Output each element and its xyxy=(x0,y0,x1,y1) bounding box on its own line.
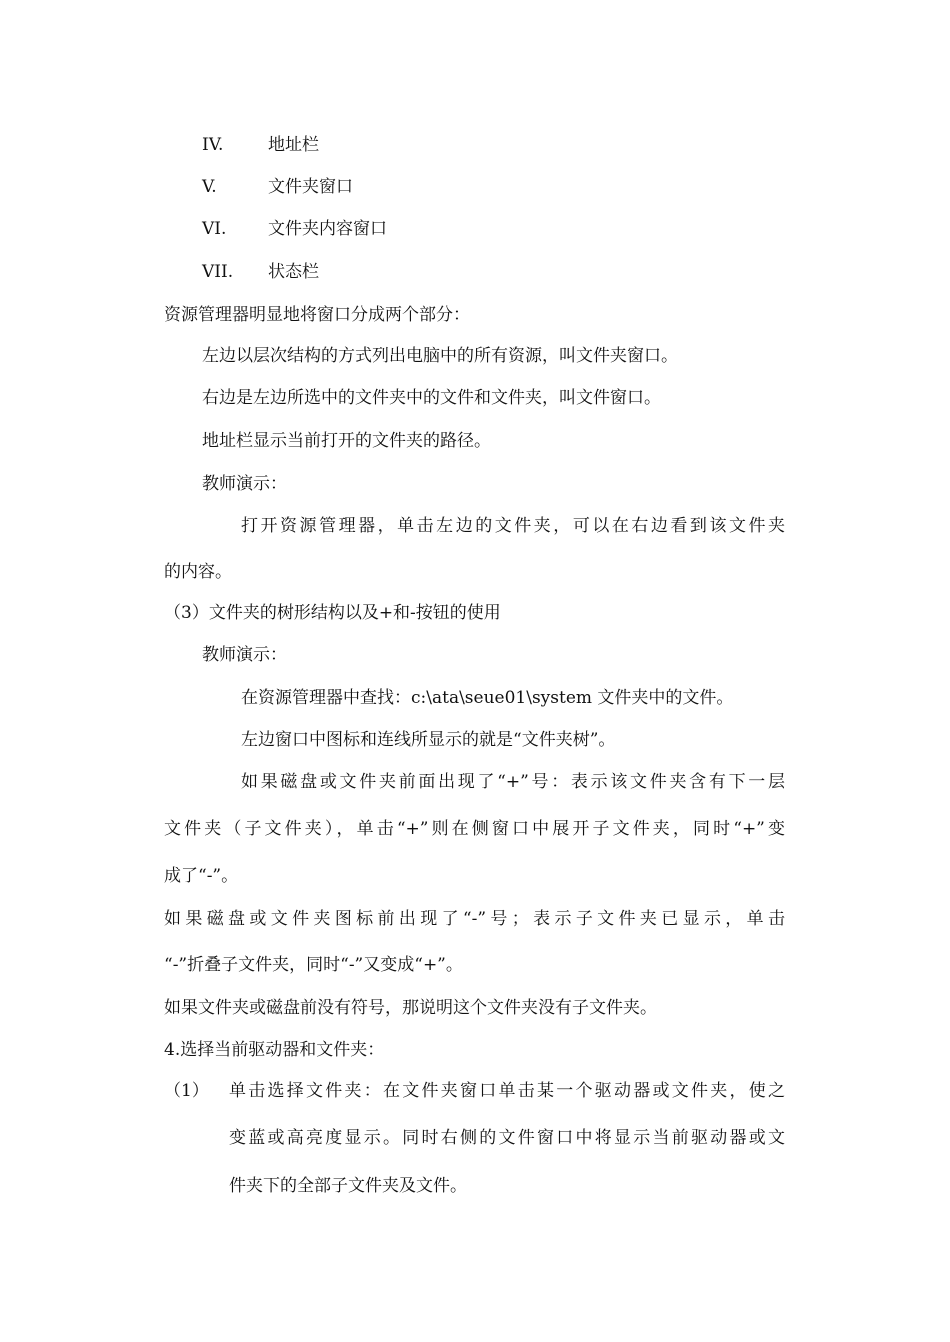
item-number: （1） xyxy=(164,1081,209,1101)
paragraph-address-bar: 地址栏显示当前打开的文件夹的路径。 xyxy=(202,431,491,451)
paragraph-no-symbol: 如果文件夹或磁盘前没有符号，那说明这个文件夹没有子文件夹。 xyxy=(164,998,657,1018)
list-text: 状态栏 xyxy=(268,262,319,282)
paragraph-right-pane: 右边是左边所选中的文件夹中的文件和文件夹，叫文件窗口。 xyxy=(202,388,661,408)
section-heading-tree: （3）文件夹的树形结构以及+和-按钮的使用 xyxy=(164,603,501,623)
paragraph-minus-sign-cont: “-”折叠子文件夹，同时“-”又变成“+”。 xyxy=(164,955,463,975)
item-text-line3: 件夹下的全部子文件夹及文件。 xyxy=(229,1176,467,1196)
paragraph-plus-sign-cont: 文件夹（子文件夹），单击“+”则在侧窗口中展开子文件夹，同时“+”变 xyxy=(164,819,785,839)
paragraph-demo-find: 在资源管理器中查找：c:\ata\seue01\system 文件夹中的文件。 xyxy=(241,688,734,708)
item-text-line1: 单击选择文件夹：在文件夹窗口单击某一个驱动器或文件夹，使之 xyxy=(229,1081,785,1101)
item-text-line2: 变蓝或高亮度显示。同时右侧的文件窗口中将显示当前驱动器或文 xyxy=(229,1128,785,1148)
list-number: VII. xyxy=(202,262,234,282)
list-number: V. xyxy=(202,177,217,197)
list-text: 地址栏 xyxy=(268,135,319,155)
paragraph-demo-tree: 左边窗口中图标和连线所显示的就是“文件夹树”。 xyxy=(241,730,616,750)
paragraph-explorer-intro: 资源管理器明显地将窗口分成两个部分： xyxy=(164,305,470,325)
list-number: IV. xyxy=(202,135,224,155)
paragraph-minus-sign: 如果磁盘或文件夹图标前出现了“-”号；表示子文件夹已显示，单击 xyxy=(164,909,785,929)
list-text: 文件夹窗口 xyxy=(268,177,353,197)
paragraph-demo-open-explorer-cont: 的内容。 xyxy=(164,562,232,582)
demo-label: 教师演示： xyxy=(202,474,287,494)
paragraph-plus-sign: 如果磁盘或文件夹前面出现了“+”号：表示该文件夹含有下一层 xyxy=(241,772,785,792)
list-number: VI. xyxy=(202,219,227,239)
paragraph-demo-open-explorer: 打开资源管理器，单击左边的文件夹，可以在右边看到该文件夹 xyxy=(241,516,785,536)
paragraph-left-pane: 左边以层次结构的方式列出电脑中的所有资源，叫文件夹窗口。 xyxy=(202,346,678,366)
paragraph-plus-sign-end: 成了“-”。 xyxy=(164,866,239,886)
section-heading-select: 4.选择当前驱动器和文件夹： xyxy=(164,1040,385,1060)
demo-label: 教师演示： xyxy=(202,645,287,665)
list-text: 文件夹内容窗口 xyxy=(268,219,387,239)
